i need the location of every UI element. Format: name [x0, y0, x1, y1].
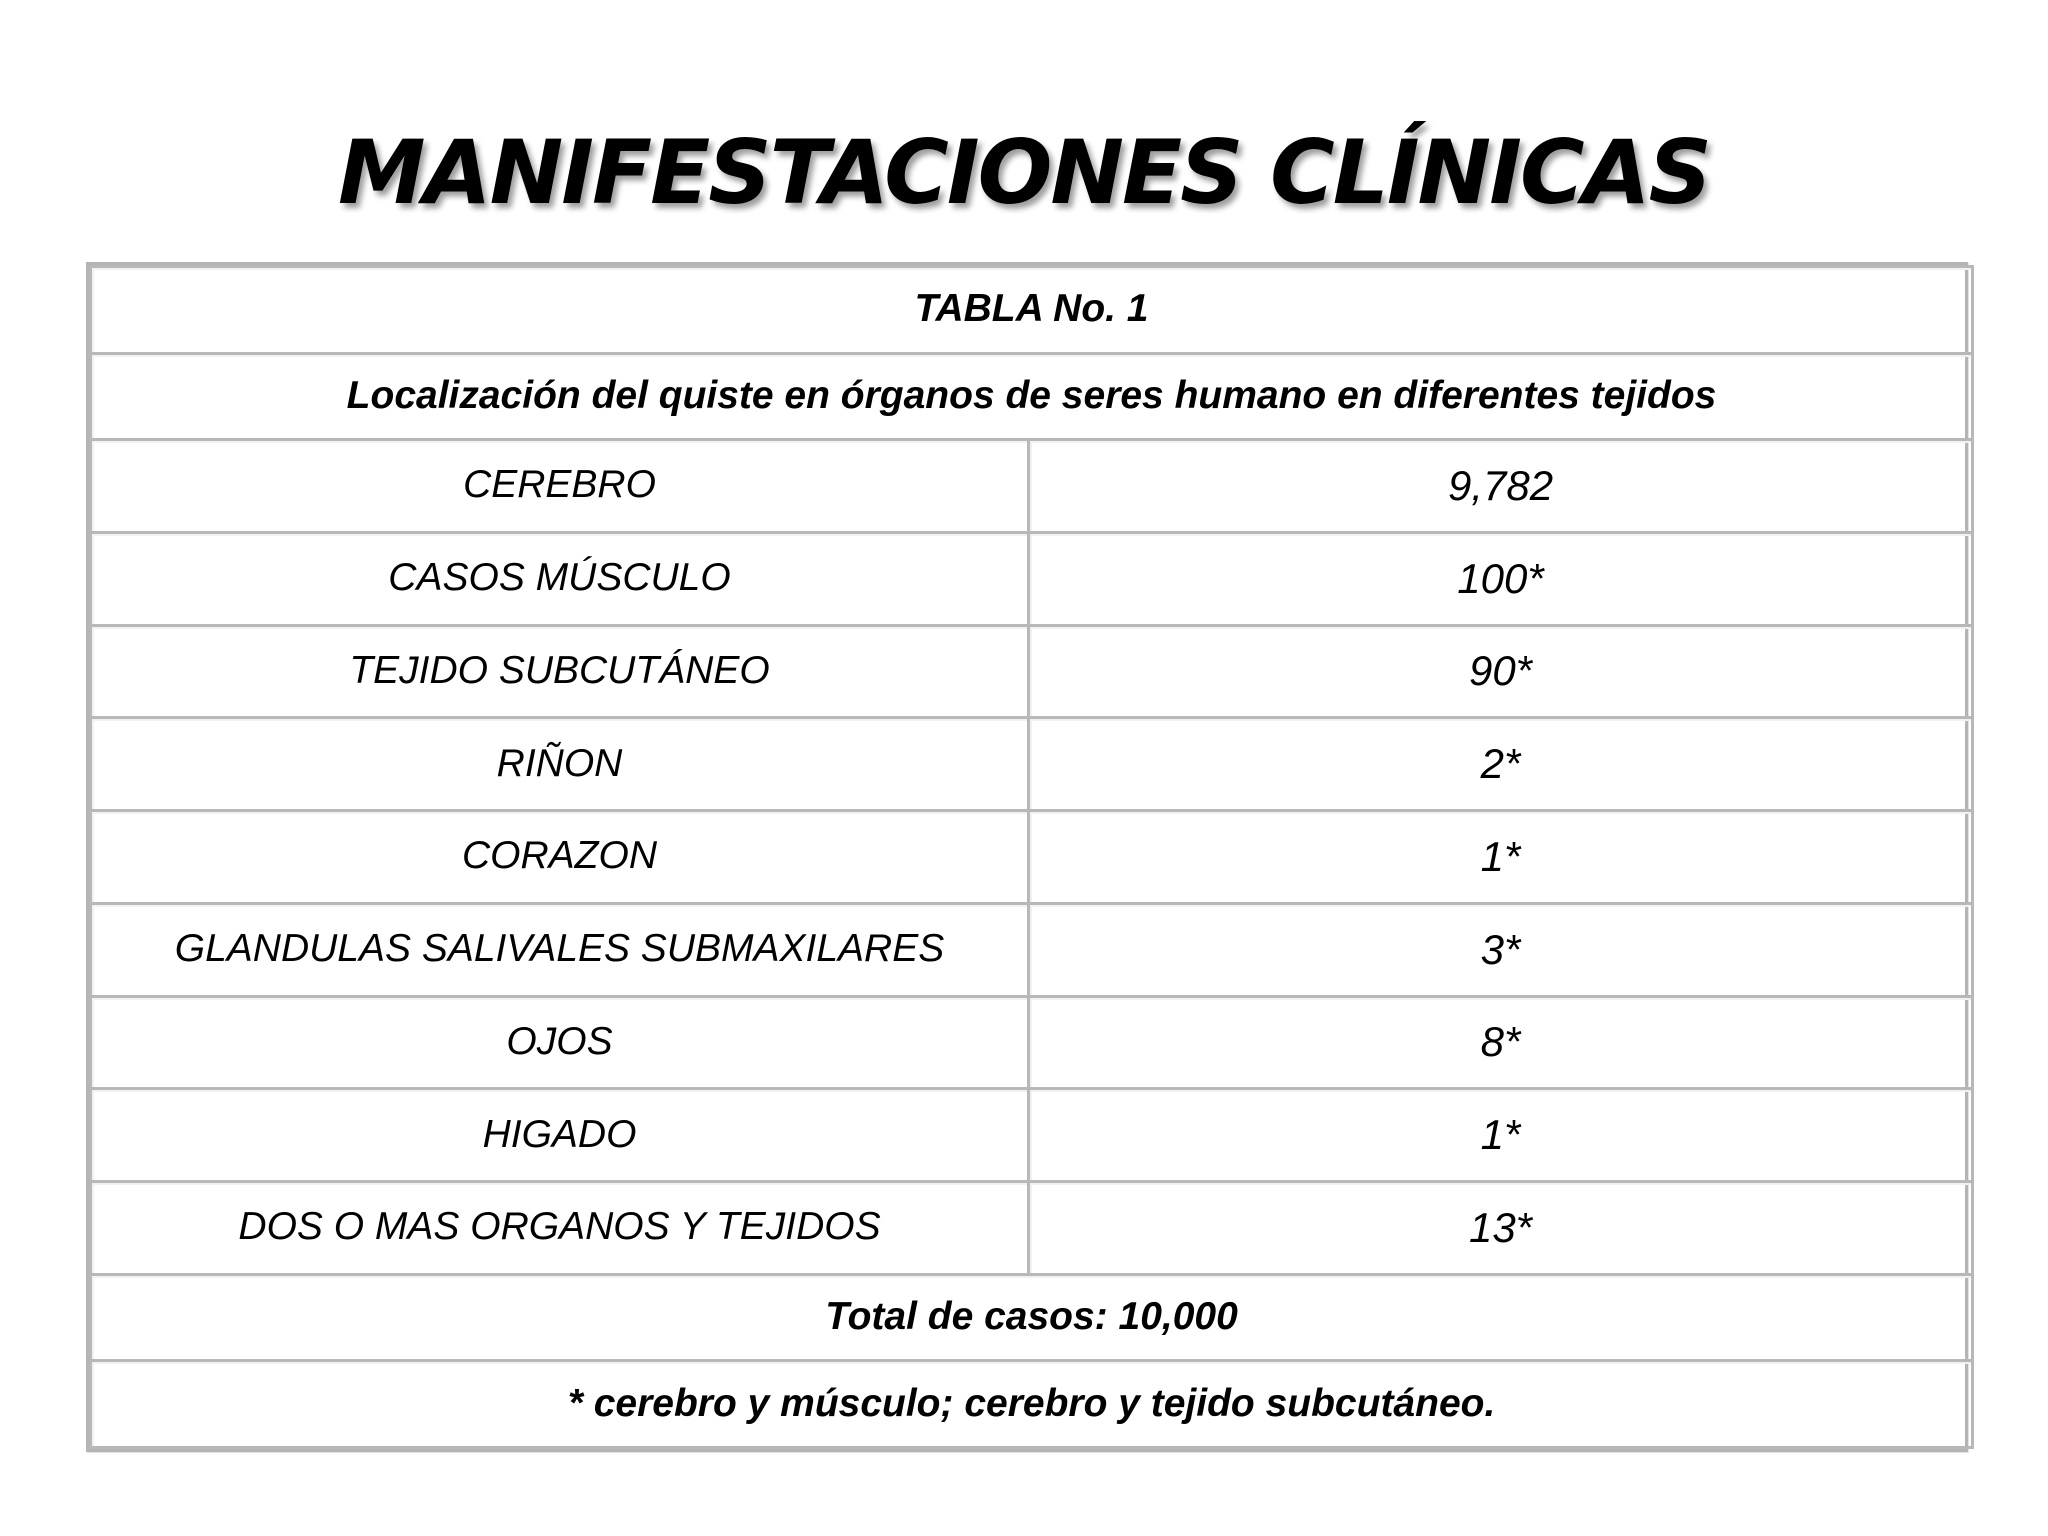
- row-value: 1*: [1029, 1089, 1973, 1182]
- table-row: [91, 811, 1973, 904]
- row-value: 1*: [1029, 811, 1973, 904]
- table-row: [91, 440, 1973, 533]
- row-label: DOS O MAS ORGANOS Y TEJIDOS: [91, 1182, 1029, 1275]
- row-value: 2*: [1029, 718, 1973, 811]
- table-subtitle: Localización del quiste en órganos de seres humano en diferentes tejidos: [91, 353, 1973, 440]
- table-caption: TABLA No. 1: [91, 267, 1973, 354]
- row-label: TEJIDO SUBCUTÁNEO: [91, 625, 1029, 718]
- row-label: CEREBRO: [91, 440, 1029, 533]
- table-row: [91, 1182, 1973, 1275]
- table-subtitle-row: [91, 353, 1973, 440]
- table-row: [91, 532, 1973, 625]
- localization-table: [89, 265, 1974, 1449]
- table-caption-row: [91, 267, 1973, 354]
- slide-title: MANIFESTACIONES CLÍNICAS: [337, 121, 1711, 224]
- table-row: [91, 625, 1973, 718]
- row-value: 90*: [1029, 625, 1973, 718]
- row-value: 3*: [1029, 903, 1973, 996]
- table-footnote: * cerebro y músculo; cerebro y tejido subcutáneo.: [91, 1361, 1973, 1448]
- row-value: 13*: [1029, 1182, 1973, 1275]
- table-row: [91, 1089, 1973, 1182]
- table-footnote-row: [91, 1361, 1973, 1448]
- data-table: [86, 262, 1968, 1452]
- row-value: 9,782: [1029, 440, 1973, 533]
- row-label: CORAZON: [91, 811, 1029, 904]
- row-value: 100*: [1029, 532, 1973, 625]
- row-value: 8*: [1029, 996, 1973, 1089]
- table-row: [91, 996, 1973, 1089]
- table-row: [91, 718, 1973, 811]
- row-label: CASOS MÚSCULO: [91, 532, 1029, 625]
- table-row: [91, 903, 1973, 996]
- table-total: Total de casos: 10,000: [91, 1274, 1973, 1361]
- table-total-row: [91, 1274, 1973, 1361]
- row-label: HIGADO: [91, 1089, 1029, 1182]
- row-label: OJOS: [91, 996, 1029, 1089]
- row-label: GLANDULAS SALIVALES SUBMAXILARES: [91, 903, 1029, 996]
- row-label: RIÑON: [91, 718, 1029, 811]
